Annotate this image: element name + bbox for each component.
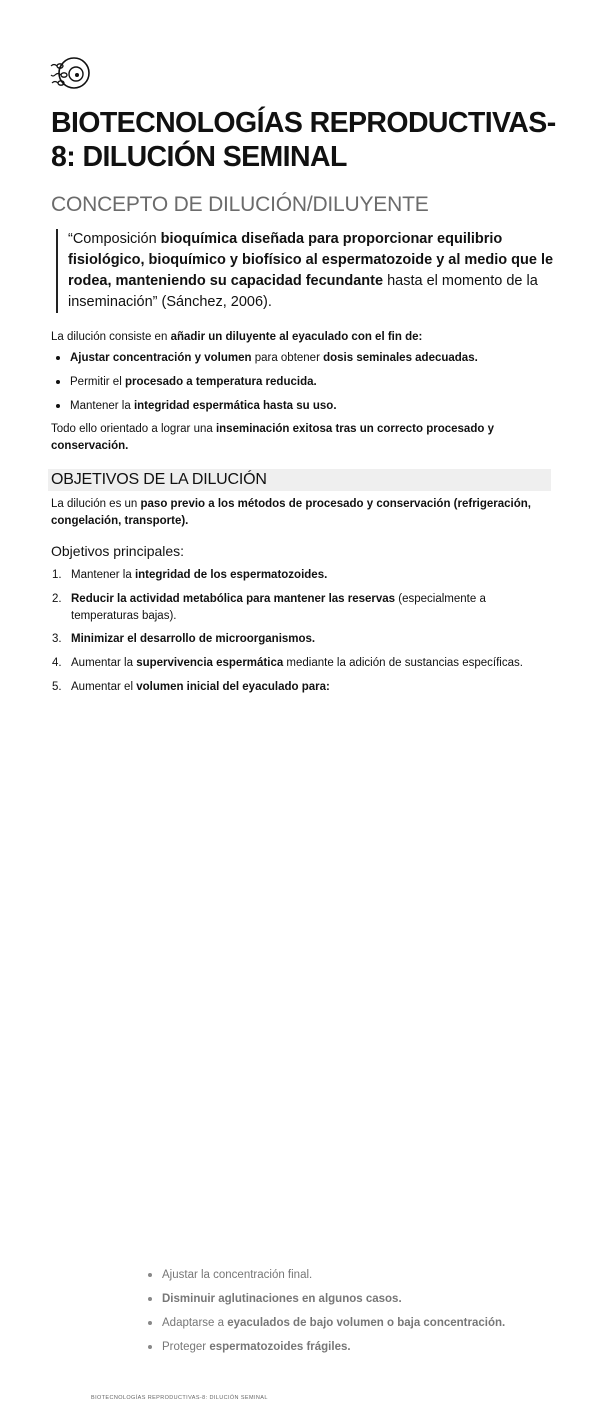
list-item [52, 655, 549, 679]
section-heading-objetivos: OBJETIVOS DE LA DILUCIÓN [48, 469, 551, 491]
list-item [52, 591, 549, 631]
list-item [162, 1339, 600, 1363]
item-emphasis: procesado a temperatura reducida. [124, 376, 317, 388]
objectives-intro [51, 496, 551, 530]
list-item [52, 567, 549, 591]
item-emphasis: espermatozoides frágiles. [209, 1341, 351, 1353]
item-text: mediante la adición de sustancias específicas. [283, 657, 523, 669]
item-emphasis: Ajustar concentración y volumen [70, 352, 252, 364]
sperm-egg-icon [50, 52, 92, 94]
closing-emphasis: inseminación exitosa tras un correcto procesado y conservación. [51, 423, 494, 452]
list-item [70, 350, 550, 374]
item-emphasis: Reducir la actividad metabólica para mantener las reservas [71, 593, 396, 605]
item-emphasis: volumen inicial del eyaculado para: [136, 681, 330, 693]
intro-paragraph [51, 329, 551, 346]
item-emphasis: dosis seminales adecuadas. [323, 352, 478, 364]
item-emphasis: supervivencia espermática [136, 657, 284, 669]
item-text: para obtener [251, 352, 324, 364]
page-footer: BIOTECNOLOGÍAS REPRODUCTIVAS-8: DILUCIÓN SEMINAL [91, 1395, 268, 1401]
list-item [162, 1315, 600, 1339]
item-text: Proteger [162, 1341, 210, 1353]
objectives-text: La dilución es un [51, 498, 141, 510]
objectives-list [52, 567, 549, 1401]
item-text: (especialmente a temperaturas bajas). [71, 593, 486, 622]
list-item [70, 398, 550, 422]
item-text: Mantener la [71, 569, 135, 581]
item-emphasis: eyaculados de bajo volumen o baja concentración. [227, 1317, 506, 1329]
item-emphasis: integridad espermática hasta su uso. [133, 400, 337, 412]
quote-text-end: hasta el momento de la inseminación” (Sánchez, 2006). [68, 273, 538, 310]
list-item [162, 1267, 600, 1291]
item-number: 4. [52, 657, 62, 669]
list-item [162, 1291, 600, 1315]
subheading-objetivos-principales: Objetivos principales: [51, 543, 185, 559]
item-number: 2. [52, 593, 62, 605]
volume-sublist [162, 1267, 600, 1363]
list-item [52, 631, 549, 655]
quote-text: “Composición [68, 231, 161, 247]
purpose-list [70, 350, 550, 422]
item-emphasis: Minimizar el desarrollo de microorganismos. [71, 633, 316, 645]
item-text: Mantener la [70, 400, 134, 412]
item-number: 3. [52, 633, 62, 645]
item-text: Aumentar el [71, 681, 137, 693]
quote-emphasis: bioquímica diseñada para proporcionar equilibrio fisiológico, bioquímico y biofísico al espermatozoide y al medio que le rodea, manteniendo su capacidad fecundante [68, 231, 554, 289]
objectives-emphasis: paso previo a los métodos de procesado y conservación (refrigeración, congelación, transporte). [51, 498, 531, 527]
item-emphasis: integridad de los espermatozoides. [134, 569, 328, 581]
list-item [52, 679, 549, 703]
definition-quote [56, 229, 558, 313]
item-text: Aumentar la [71, 657, 137, 669]
item-text: Adaptarse a [162, 1317, 228, 1329]
page-title: BIOTECNOLOGÍAS REPRODUCTIVAS-8: DILUCIÓN SEMINAL [51, 107, 556, 173]
item-text: Permitir el [70, 376, 125, 388]
closing-text: Todo ello orientado a lograr una [51, 423, 216, 435]
intro-emphasis: añadir un diluyente al eyaculado con el fin de: [170, 331, 423, 343]
intro-text: La dilución consiste en [51, 331, 171, 343]
closing-paragraph [51, 421, 551, 455]
item-emphasis: Disminuir aglutinaciones en algunos casos. [162, 1293, 402, 1305]
list-item [70, 374, 550, 398]
item-number: 5. [52, 681, 62, 693]
section-heading-concepto: CONCEPTO DE DILUCIÓN/DILUYENTE [51, 193, 429, 216]
item-number: 1. [52, 569, 62, 581]
item-text: Ajustar la concentración final. [162, 1269, 313, 1281]
